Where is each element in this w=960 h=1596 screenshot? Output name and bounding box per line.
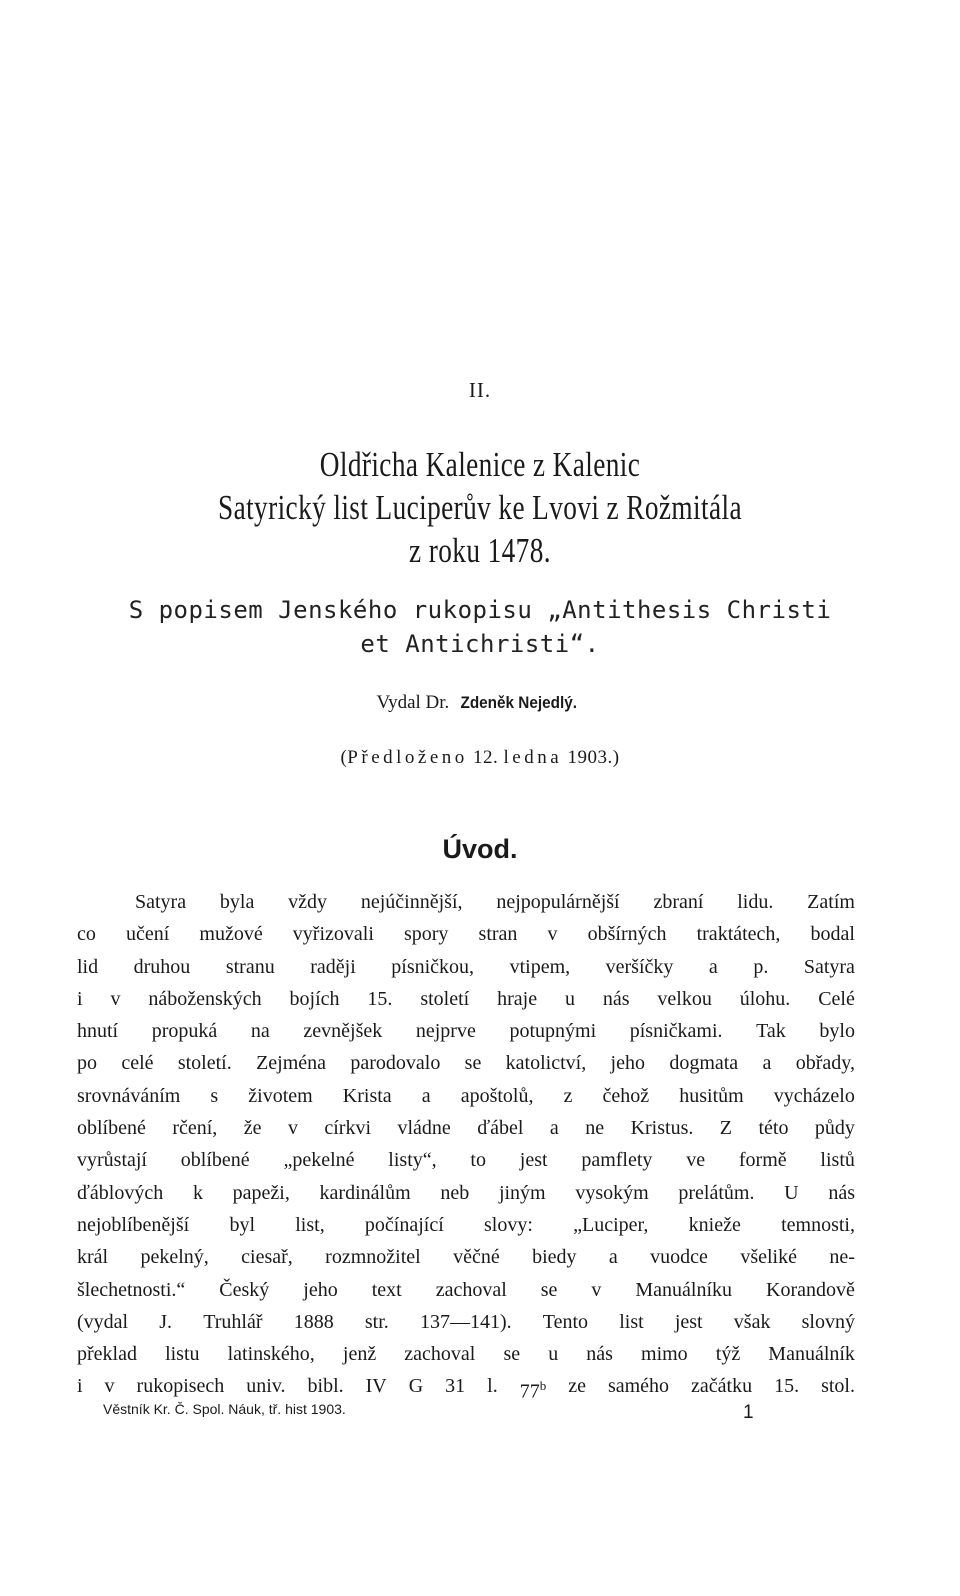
presented-day: 12. (473, 747, 499, 768)
presented-month: ledna (503, 747, 563, 768)
paragraph-line: král pekelný, ciesař, rozmnožitel věčné biedy a vuodce všeliké ne- (77, 1246, 855, 1269)
paragraph-line: (vydal J. Truhlář 1888 str. 137—141). Tento list jest však slovný (77, 1310, 855, 1333)
paragraph-line: co učení mužové vyřizovali spory stran v obšírných traktátech, bodal (77, 923, 855, 946)
section-heading: Úvod. (442, 834, 518, 864)
title-line-2: Satyrický list Luciperův ke Lvovi z Rožmitála (218, 488, 742, 527)
paragraph-line: nejoblíbenější byl list, počínající slovy: „Luciper, knieže temnosti, (77, 1213, 855, 1236)
editor-name: Zdeněk Nejedlý. (460, 693, 578, 712)
paragraph-line: ďáblových k papeži, kardinálům neb jiným vysokým prelátům. U nás (77, 1181, 855, 1204)
paragraph-line: šlechetnosti.“ Český jeho text zachoval se v Manuálníku Korandově (77, 1278, 855, 1301)
title-line-3: z roku 1478. (409, 531, 551, 570)
body-paragraph (77, 886, 855, 1403)
presentation-date (0, 747, 960, 769)
page-number: 1 (743, 1402, 754, 1423)
paragraph-line: hnutí propuká na zevnějšek nejprve potupnými písničkami. Tak bylo (77, 1020, 855, 1043)
paragraph-line: překlad listu latinského, jenž zachoval se u nás mimo týž Manuálník (77, 1343, 855, 1366)
paragraph-line: i v náboženských bojích 15. století hraje u nás velkou úlohu. Celé (77, 987, 855, 1010)
paragraph-line-last: i v rukopisech univ. bibl. IV G 31 l. 77$^b$ ze samého začátku 15. stol. (77, 1375, 855, 1404)
journal-footer: Věstník Kr. Č. Spol. Náuk, tř. hist 1903. (103, 1401, 346, 1417)
section-number: II. (468, 378, 492, 402)
presented-word: Předloženo (347, 747, 468, 768)
presented-open-paren: ( (340, 747, 348, 768)
presented-year: 1903.) (567, 747, 620, 768)
folio-superscript: b (539, 1378, 547, 1394)
paragraph-line: lid druhou stranu raději písničkou, vtipem, veršíčky a p. Satyra (77, 955, 855, 978)
subtitle-line-1: S popisem Jenského rukopisu „Antithesis Christi (128, 596, 832, 624)
paragraph-line: oblíbené rčení, že v církvi vládne ďábel a ne Kristus. Z této půdy (77, 1117, 855, 1140)
editor-credit (0, 692, 960, 714)
title-line-1: Oldřicha Kalenice z Kalenic (319, 445, 641, 484)
paragraph-line: Satyra byla vždy nejúčinnější, nejpopulárnější zbraní lidu. Zatím (135, 891, 855, 913)
editor-prefix: Vydal Dr. (376, 692, 450, 713)
subtitle-line-2: et Antichristi“. (360, 630, 600, 658)
paragraph-line: vyrůstají oblíbené „pekelné listy“, to jest pamflety ve formě listů (77, 1149, 855, 1172)
paragraph-line: srovnáváním s životem Krista a apoštolů, z čehož husitům vycházelo (77, 1084, 855, 1107)
paragraph-line: po celé století. Zejména parodovalo se katolictví, jeho dogmata a obřady, (77, 1052, 855, 1075)
